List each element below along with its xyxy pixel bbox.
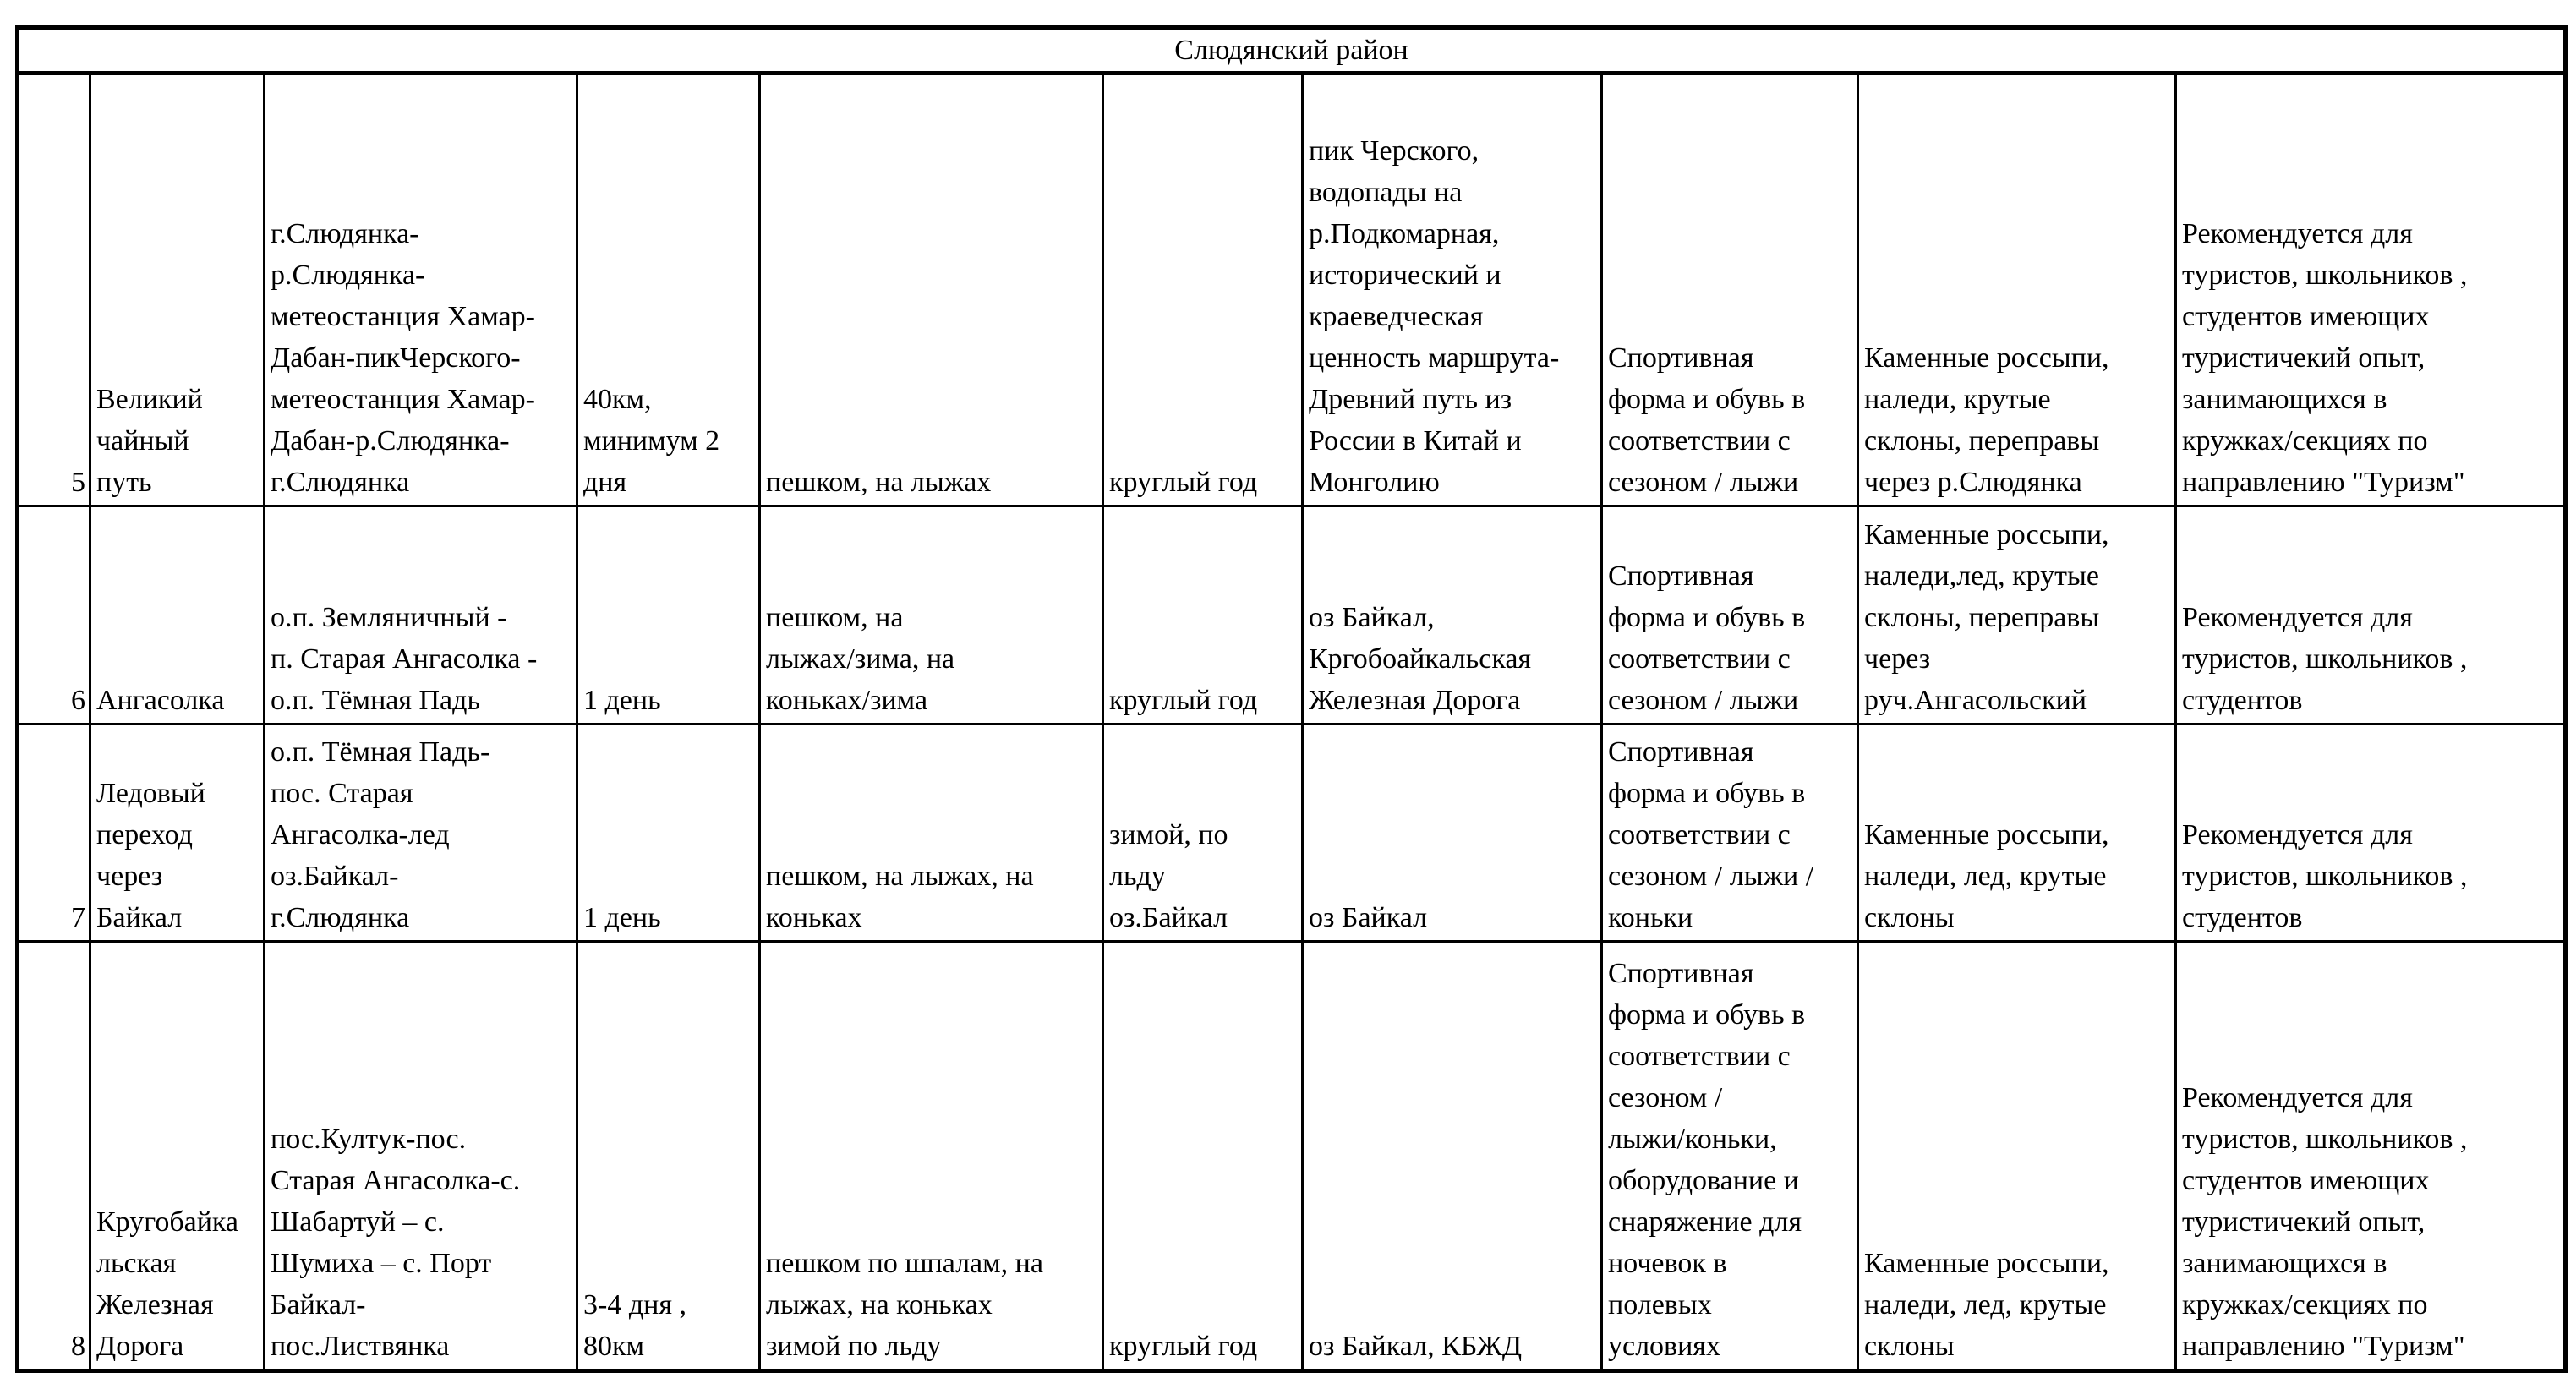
cell-line: студентов — [2182, 685, 2303, 716]
cell-line: Рекомендуется для — [2182, 1082, 2413, 1113]
travel-mode-cell[interactable] — [760, 942, 1103, 1371]
spreadsheet-sheet — [15, 25, 2563, 1373]
cell-line: форма и обувь в — [1608, 778, 1806, 809]
cell-line: Каменные россыпи, — [1864, 519, 2109, 550]
cell-line: оз Байкал, КБЖД — [1309, 1331, 1523, 1362]
recommendation-cell[interactable] — [2176, 942, 2566, 1371]
cell-line: р.Слюдянка- — [271, 260, 425, 291]
cell-line: через р.Слюдянка — [1864, 467, 2082, 498]
cell-line: пешком, на — [766, 602, 904, 633]
cell-line: Ледовый — [96, 778, 205, 809]
cell-line: туристов, школьников , — [2182, 260, 2468, 291]
cell-line: Железная Дорога — [1309, 685, 1521, 716]
cell-line: Рекомендуется для — [2182, 218, 2413, 249]
route-length-cell[interactable] — [577, 942, 760, 1371]
cell-line: Ангасолка-лед — [271, 819, 450, 850]
cell-line: наледи,лед, крутые — [1864, 560, 2099, 592]
season-cell[interactable] — [1103, 506, 1303, 725]
cell-line: условиях — [1608, 1331, 1720, 1362]
cell-line: 80км — [583, 1331, 645, 1362]
cell-line: Спортивная — [1608, 736, 1754, 768]
cell-line: Рекомендуется для — [2182, 602, 2413, 633]
cell-line: ценность маршрута- — [1309, 342, 1560, 374]
recommendation-cell[interactable] — [2176, 725, 2566, 942]
cell-line: снаряжение для — [1608, 1206, 1802, 1238]
sights-cell[interactable] — [1303, 942, 1602, 1371]
cell-line: метеостанция Хамар- — [271, 384, 535, 415]
routes-table — [15, 25, 2568, 1373]
cell-line: Дабан-пикЧерского- — [271, 342, 521, 374]
route-name-cell[interactable] — [90, 942, 265, 1371]
cell-line: дня — [583, 467, 627, 498]
route-length-cell[interactable] — [577, 74, 760, 506]
cell-line: туристичекий опыт, — [2182, 1206, 2426, 1238]
region-title[interactable]: Слюдянский район — [18, 28, 2566, 74]
cell-line: пос. Старая — [271, 778, 413, 809]
cell-line: склоны, переправы — [1864, 425, 2100, 457]
cell-line: руч.Ангасольский — [1864, 685, 2087, 716]
sights-cell[interactable] — [1303, 506, 1602, 725]
table-row — [18, 942, 2566, 1371]
cell-line: Дорога — [96, 1331, 184, 1362]
cell-line: Каменные россыпи, — [1864, 819, 2109, 850]
cell-line: пешком, на лыжах — [766, 467, 992, 498]
cell-line: льская — [96, 1248, 177, 1279]
cell-line: склоны — [1864, 902, 1955, 933]
cell-line: краеведческая — [1309, 301, 1484, 332]
cell-line: туристов, школьников , — [2182, 1124, 2468, 1155]
route-path-cell[interactable] — [265, 942, 577, 1371]
equipment-cell[interactable] — [1602, 725, 1858, 942]
cell-line: Каменные россыпи, — [1864, 342, 2109, 374]
cell-line: полевых — [1608, 1289, 1712, 1321]
cell-line: России в Китай и — [1309, 425, 1522, 457]
cell-line: Древний путь из — [1309, 384, 1512, 415]
cell-line: Каменные россыпи, — [1864, 1248, 2109, 1279]
cell-line: оз Байкал — [1309, 902, 1428, 933]
cell-line: круглый год — [1109, 685, 1258, 716]
cell-line: путь — [96, 467, 152, 498]
cell-line: лыжи/коньки, — [1608, 1124, 1777, 1155]
cell-line: Железная — [96, 1289, 214, 1321]
cell-line: наледи, крутые — [1864, 384, 2051, 415]
cell-line: коньки — [1608, 902, 1693, 933]
cell-line: туристов, школьников , — [2182, 643, 2468, 675]
cell-line: 1 день — [583, 902, 661, 933]
cell-line: Старая Ангасолка-с. — [271, 1165, 521, 1196]
route-name-cell[interactable] — [90, 506, 265, 725]
cell-line: студентов — [2182, 902, 2303, 933]
table-row — [18, 725, 2566, 942]
cell-line: соответствии с — [1608, 643, 1791, 675]
cell-line: о.п. Тёмная Падь — [271, 685, 480, 716]
cell-line: Кругобайка — [96, 1206, 239, 1238]
cell-line: г.Слюдянка — [271, 467, 410, 498]
cell-line: Ангасолка — [96, 685, 225, 716]
cell-line: сезоном / лыжи — [1608, 467, 1799, 498]
cell-line: туристичекий опыт, — [2182, 342, 2426, 374]
cell-line: сезоном / — [1608, 1082, 1723, 1113]
cell-line: пешком, на лыжах, на — [766, 861, 1034, 892]
equipment-cell[interactable] — [1602, 74, 1858, 506]
cell-line: оз.Байкал — [1109, 902, 1228, 933]
sights-cell[interactable] — [1303, 74, 1602, 506]
cell-line: г.Слюдянка- — [271, 218, 419, 249]
cell-line: кружках/секциях по — [2182, 425, 2428, 457]
cell-line: льду — [1109, 861, 1166, 892]
cell-line: Спортивная — [1608, 958, 1754, 989]
cell-line: исторический и — [1309, 260, 1501, 291]
hazards-cell[interactable] — [1858, 506, 2176, 725]
row-number-cell[interactable]: 7 — [18, 725, 90, 942]
row-number-cell[interactable]: 6 — [18, 506, 90, 725]
equipment-cell[interactable] — [1602, 506, 1858, 725]
cell-line: занимающихся в — [2182, 1248, 2387, 1279]
cell-line: пос.Култук-пос. — [271, 1124, 467, 1155]
cell-line: сезоном / лыжи — [1608, 685, 1799, 716]
cell-line: занимающихся в — [2182, 384, 2387, 415]
hazards-cell[interactable] — [1858, 942, 2176, 1371]
cell-line: наледи, лед, крутые — [1864, 1289, 2107, 1321]
cell-line: склоны — [1864, 1331, 1955, 1362]
cell-line: зимой, по — [1109, 819, 1228, 850]
season-cell[interactable] — [1103, 942, 1303, 1371]
cell-line: склоны, переправы — [1864, 602, 2100, 633]
cell-line: пешком по шпалам, на — [766, 1248, 1043, 1279]
cell-line: о.п. Земляничный - — [271, 602, 507, 633]
cell-line: лыжах, на коньках — [766, 1289, 993, 1321]
cell-line: водопады на — [1309, 177, 1463, 208]
cell-line: Великий — [96, 384, 203, 415]
cell-line: студентов имеющих — [2182, 1165, 2430, 1196]
cell-line: Шумиха – с. Порт — [271, 1248, 492, 1279]
region-header-row — [18, 28, 2566, 74]
cell-line: сезоном / лыжи / — [1608, 861, 1814, 892]
table-row — [18, 506, 2566, 725]
route-path-cell[interactable] — [265, 74, 577, 506]
travel-mode-cell[interactable] — [760, 74, 1103, 506]
cell-line: через — [1864, 643, 1931, 675]
cell-line: Кргобоайкальская — [1309, 643, 1532, 675]
cell-line: переход — [96, 819, 193, 850]
cell-line: Дабан-р.Слюдянка- — [271, 425, 510, 457]
row-number-cell[interactable]: 5 — [18, 74, 90, 506]
cell-line: 3-4 дня , — [583, 1289, 686, 1321]
cell-line: оз Байкал, — [1309, 602, 1435, 633]
cell-line: метеостанция Хамар- — [271, 301, 535, 332]
cell-line: 40км, — [583, 384, 652, 415]
hazards-cell[interactable] — [1858, 74, 2176, 506]
cell-line: п. Старая Ангасолка - — [271, 643, 538, 675]
cell-line: Спортивная — [1608, 342, 1754, 374]
sights-cell[interactable] — [1303, 725, 1602, 942]
route-name-cell[interactable] — [90, 725, 265, 942]
route-name-cell[interactable] — [90, 74, 265, 506]
cell-line: Байкал — [96, 902, 183, 933]
route-length-cell[interactable] — [577, 725, 760, 942]
cell-line: Байкал- — [271, 1289, 366, 1321]
recommendation-cell[interactable] — [2176, 74, 2566, 506]
recommendation-cell[interactable] — [2176, 506, 2566, 725]
season-cell[interactable] — [1103, 74, 1303, 506]
cell-line: Спортивная — [1608, 560, 1754, 592]
cell-line: кружках/секциях по — [2182, 1289, 2428, 1321]
cell-line: форма и обувь в — [1608, 602, 1806, 633]
route-length-cell[interactable] — [577, 506, 760, 725]
cell-line: о.п. Тёмная Падь- — [271, 736, 490, 768]
cell-line: туристов, школьников , — [2182, 861, 2468, 892]
cell-line: оборудование и — [1608, 1165, 1799, 1196]
cell-line: форма и обувь в — [1608, 999, 1806, 1031]
cell-line: Шабартуй – с. — [271, 1206, 445, 1238]
season-cell[interactable] — [1103, 725, 1303, 942]
cell-line: круглый год — [1109, 467, 1258, 498]
route-path-cell[interactable] — [265, 725, 577, 942]
cell-line: пос.Листвянка — [271, 1331, 450, 1362]
cell-line: оз.Байкал- — [271, 861, 399, 892]
equipment-cell[interactable] — [1602, 942, 1858, 1371]
cell-line: чайный — [96, 425, 189, 457]
cell-line: ночевок в — [1608, 1248, 1727, 1279]
travel-mode-cell[interactable] — [760, 725, 1103, 942]
cell-line: соответствии с — [1608, 1041, 1791, 1072]
table-row — [18, 74, 2566, 506]
cell-line: минимум 2 — [583, 425, 720, 457]
cell-line: лыжах/зима, на — [766, 643, 955, 675]
cell-line: наледи, лед, крутые — [1864, 861, 2107, 892]
cell-line: 1 день — [583, 685, 661, 716]
cell-line: Монголию — [1309, 467, 1440, 498]
cell-line: форма и обувь в — [1608, 384, 1806, 415]
cell-line: соответствии с — [1608, 819, 1791, 850]
cell-line: зимой по льду — [766, 1331, 942, 1362]
cell-line: коньках — [766, 902, 862, 933]
cell-line: направлению "Туризм" — [2182, 1331, 2465, 1362]
cell-line: коньках/зима — [766, 685, 928, 716]
travel-mode-cell[interactable] — [760, 506, 1103, 725]
cell-line: р.Подкомарная, — [1309, 218, 1500, 249]
cell-line: соответствии с — [1608, 425, 1791, 457]
route-path-cell[interactable] — [265, 506, 577, 725]
hazards-cell[interactable] — [1858, 725, 2176, 942]
cell-line: направлению "Туризм" — [2182, 467, 2465, 498]
cell-line: Рекомендуется для — [2182, 819, 2413, 850]
row-number-cell[interactable]: 8 — [18, 942, 90, 1371]
cell-line: круглый год — [1109, 1331, 1258, 1362]
cell-line: через — [96, 861, 163, 892]
cell-line: студентов имеющих — [2182, 301, 2430, 332]
cell-line: пик Черского, — [1309, 135, 1479, 167]
cell-line: г.Слюдянка — [271, 902, 410, 933]
